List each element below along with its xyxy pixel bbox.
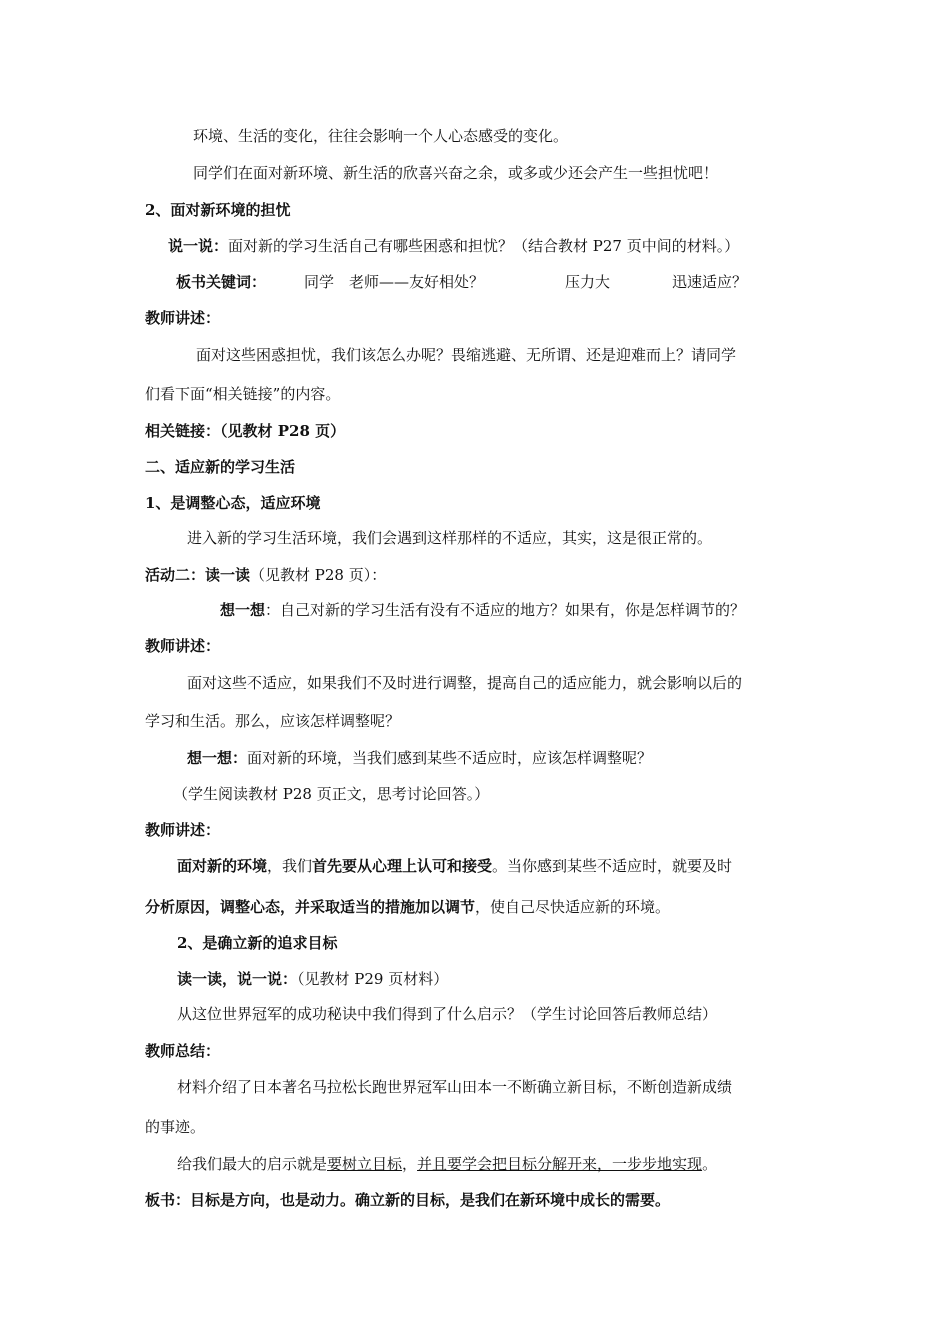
emphasis-text: 面对新的环境 [177, 857, 268, 875]
body-text: 。当你感到某些不适应时，就要及时 [492, 857, 733, 875]
section-heading: 1、是调整心态，适应环境 [145, 494, 321, 512]
label-text: 板书关键词： [176, 273, 267, 291]
body-text: （见教材 P29 页材料） [297, 970, 449, 988]
section-label: 教师讲述： [145, 821, 221, 839]
paragraph-line: 们看下面“相关链接”的内容。 [145, 385, 341, 403]
body-text: （见教材 P28 页）： [250, 566, 387, 584]
keyword-item: 迅速适应？ [672, 273, 748, 291]
section-heading: 2、面对新环境的担忧 [145, 201, 291, 219]
section-label: 教师讲述： [145, 637, 221, 655]
body-text: 面对新的学习生活自己有哪些困惑和担忧？（结合教材 P27 页中间的材料。） [228, 237, 740, 255]
paragraph-line: 材料介绍了日本著名马拉松长跑世界冠军山田本一不断确立新目标，不断创造新成绩 [177, 1078, 733, 1096]
paragraph-line [177, 856, 732, 876]
paragraph-line: 面对这些不适应，如果我们不及时进行调整，提高自己的适应能力，就会影响以后的 [187, 674, 743, 692]
section-label: 教师讲述： [145, 309, 221, 327]
emphasis-text: 首先要从心理上认可和接受 [312, 857, 493, 875]
body-text: ，我们 [267, 857, 313, 875]
paragraph-line [145, 897, 670, 917]
label-text: 想一想： [187, 749, 248, 767]
section-heading: 2、是确立新的追求目标 [177, 934, 338, 952]
body-text: 给我们最大的启示就是 [177, 1155, 328, 1173]
paragraph-line: （学生阅读教材 P28 页正文，思考讨论回答。） [173, 785, 490, 803]
paragraph-line: 同学们在面对新环境、新生活的欣喜兴奋之余，或多或少还会产生一些担忧吧！ [193, 164, 719, 182]
paragraph-line: 进入新的学习生活环境，我们会遇到这样那样的不适应，其实，这是很正常的。 [187, 529, 713, 547]
label-text: 活动二：读一读 [145, 566, 251, 584]
paragraph-line [187, 748, 652, 768]
body-text: 。 [702, 1155, 718, 1173]
body-text: 面对新的环境，当我们感到某些不适应时，应该怎样调整呢？ [247, 749, 653, 767]
label-text: 想一想 [220, 601, 266, 619]
keyword-item: 压力大 [565, 273, 611, 291]
paragraph-line [168, 236, 739, 256]
keyword-item: 同学 老师——友好相处？ [304, 273, 485, 291]
section-heading: 二、适应新的学习生活 [145, 458, 296, 476]
board-summary: 板书：目标是方向，也是动力。确立新的目标，是我们在新环境中成长的需要。 [145, 1191, 671, 1209]
paragraph-line [220, 600, 745, 620]
body-text: ，使自己尽快适应新的环境。 [475, 898, 671, 916]
label-text: 说一说： [168, 237, 229, 255]
section-label: 教师总结： [145, 1042, 221, 1060]
body-text: ， [402, 1155, 418, 1173]
paragraph-line: 从这位世界冠军的成功秘诀中我们得到了什么启示？（学生讨论回答后教师总结） [177, 1005, 718, 1023]
paragraph-line [145, 565, 386, 585]
body-text: ：自己对新的学习生活有没有不适应的地方？如果有，你是怎样调节的？ [265, 601, 746, 619]
emphasis-text: 分析原因，调整心态，并采取适当的措施加以调节 [145, 898, 476, 916]
label-text: 读一读，说一说： [177, 970, 298, 988]
paragraph-line: 面对这些困惑担忧，我们该怎么办呢？畏缩逃避、无所谓、还是迎难而上？请同学 [196, 346, 737, 364]
underlined-text: 并且要学会把目标分解开来，一步步地实现 [417, 1155, 703, 1173]
paragraph-line [177, 1154, 717, 1174]
underlined-text: 要树立目标 [327, 1155, 403, 1173]
keyword-line [176, 272, 266, 292]
paragraph-line [177, 969, 448, 989]
paragraph-line: 学习和生活。那么，应该怎样调整呢？ [145, 712, 401, 730]
paragraph-line: 的事迹。 [145, 1118, 206, 1136]
section-label: 相关链接：（见教材 P28 页） [145, 422, 346, 440]
paragraph-line: 环境、生活的变化，往往会影响一个人心态感受的变化。 [193, 127, 569, 145]
